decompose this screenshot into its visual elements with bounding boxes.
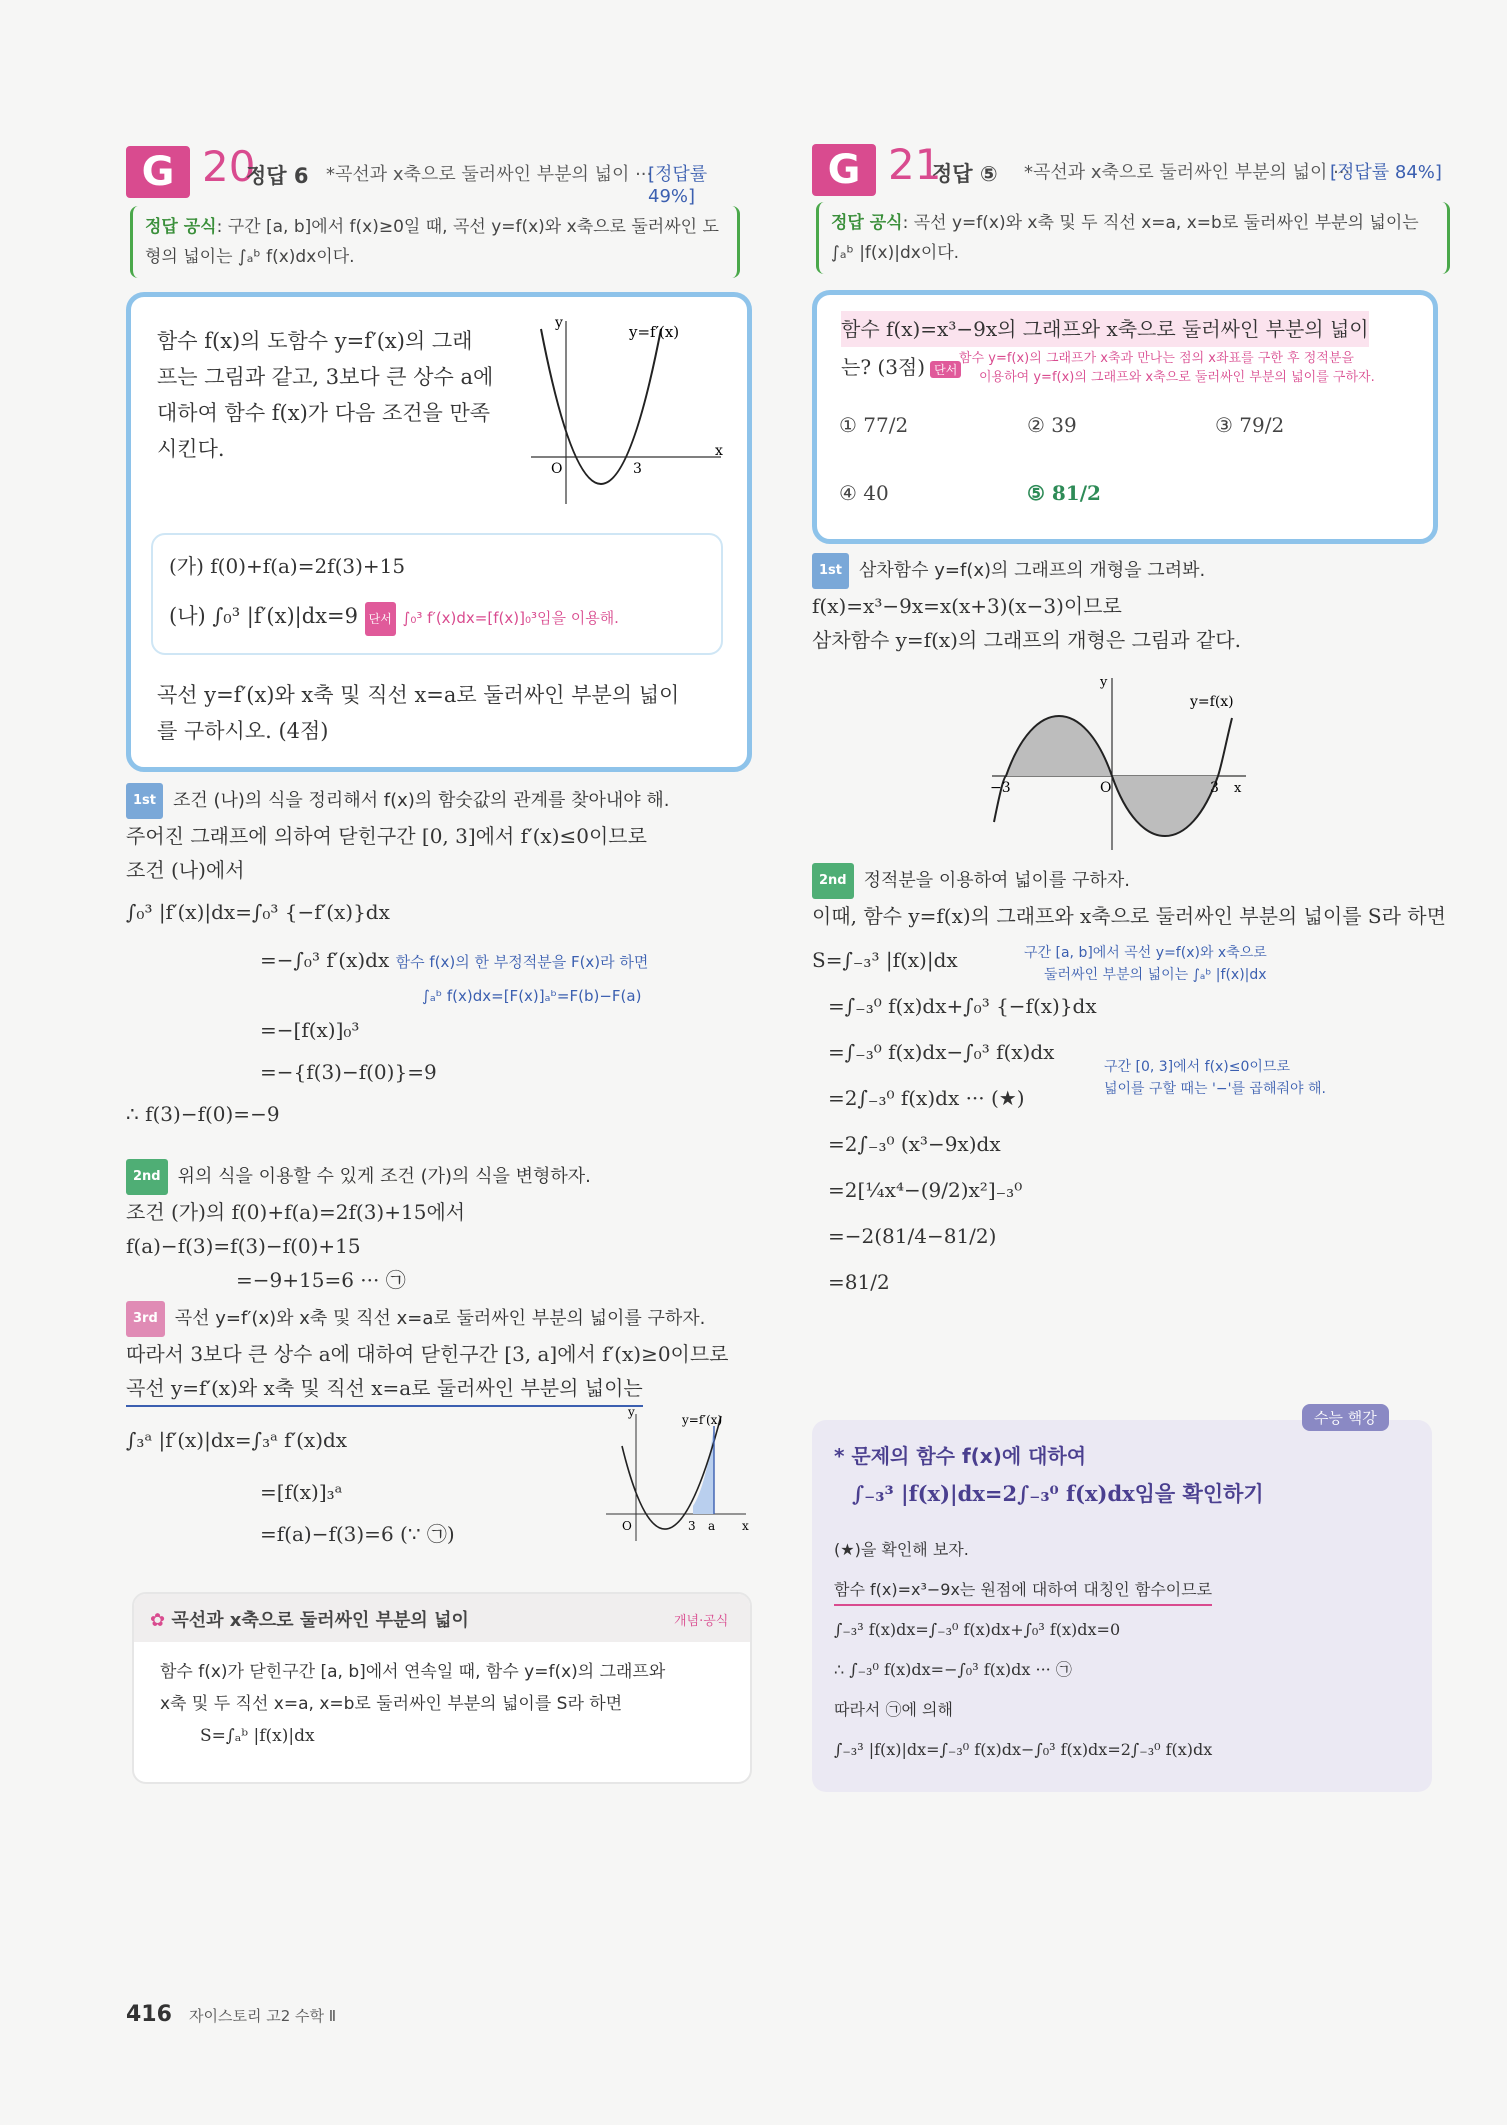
step-heading [126, 1300, 756, 1337]
concept-title-text: 곡선과 x축으로 둘러싸인 부분의 넓이 [171, 1610, 469, 1631]
side-note-1 [1024, 942, 1267, 986]
x-axis-label: x [742, 1519, 749, 1533]
formula-line1: : 곡선 y=f(x)와 x축 및 두 직선 x=a, x=b로 둘러싸인 부분의 넓이는 [902, 213, 1419, 233]
solution-line: =∫₋₃⁰ f(x)dx+∫₀³ {−f(x)}dx [828, 993, 1097, 1018]
solution-line: ∫₀³ |f′(x)|dx=∫₀³ {−f′(x)}dx [126, 899, 390, 924]
solution-line: ∫₃ᵃ |f′(x)|dx=∫₃ᵃ f′(x)dx [126, 1427, 348, 1452]
problem-question [157, 677, 727, 749]
condition-na [169, 599, 619, 636]
solution-right-step1 [812, 552, 1452, 657]
clue-tag: 단서 [365, 602, 396, 636]
solution-line: =2∫₋₃⁰ (x³−9x)dx [828, 1131, 1001, 1156]
concept-title [150, 1606, 469, 1632]
clue-tag: 단서 [930, 361, 961, 378]
step-badge: 2nd [126, 1159, 168, 1195]
y-axis-label: y [1100, 675, 1108, 690]
section-badge: G [126, 146, 190, 198]
x-axis-label: x [715, 443, 723, 459]
tip-title2: ∫₋₃³ |f(x)|dx=2∫₋₃⁰ f(x)dx임을 확인하기 [852, 1481, 1264, 1506]
shaded-area [693, 1426, 714, 1514]
step-badge: 1st [812, 553, 849, 589]
step-title: 곡선 y=f′(x)와 x축 및 직선 x=a로 둘러싸인 부분의 넓이를 구하자. [174, 1308, 706, 1329]
formula-box [816, 202, 1450, 274]
origin-label: O [1100, 780, 1112, 796]
problem-line: 대하여 함수 f(x)가 다음 조건을 만족 [157, 401, 491, 425]
hint-line1: 함수 y=f(x)의 그래프가 x축과 만나는 점의 x좌표를 구한 후 정적분을 [959, 351, 1354, 366]
concept-box [132, 1592, 752, 1784]
note-line: 구간 [0, 3]에서 f(x)≤0이므로 [1104, 1059, 1290, 1075]
y-axis-label: y [555, 315, 563, 331]
note-line: 구간 [a, b]에서 곡선 y=f(x)와 x축으로 [1024, 945, 1267, 961]
solution-line: 조건 (나)에서 [126, 857, 245, 882]
tick-neg3-label: −3 [990, 780, 1011, 796]
graph-function-label: y=f′(x) [629, 323, 680, 341]
correct-rate: [정답률 49%] [648, 164, 708, 207]
choice-4[interactable]: ④ 40 [839, 481, 889, 505]
solution-line: 따라서 3보다 큰 상수 a에 대하여 닫힌구간 [3, a]에서 f′(x)≥0이므로 [126, 1341, 729, 1366]
solution-line: S=∫₋₃³ |f(x)|dx [812, 947, 958, 972]
solution-line: ∴ f(3)−f(0)=−9 [126, 1101, 280, 1126]
problem-number: 21 [888, 140, 942, 189]
choice-2[interactable]: ② 39 [1027, 413, 1077, 437]
solution-line: =f(a)−f(3)=6 (∵ ㉠) [260, 1521, 455, 1546]
page-footer [126, 2002, 336, 2027]
concept-line: x축 및 두 직선 x=a, x=b로 둘러싸인 부분의 넓이를 S라 하면 [160, 1694, 623, 1714]
answer-label: 정답 ⑤ [932, 162, 998, 186]
x-axis-label: x [1234, 781, 1242, 796]
solution-line: =[f(x)]₃ᵃ [260, 1479, 343, 1504]
step-heading [126, 782, 756, 819]
step-heading [126, 1158, 756, 1195]
graph-function-label: y=f′(x) [682, 1413, 723, 1427]
tip-tag: 수능 핵강 [1302, 1404, 1389, 1431]
condition-box [151, 533, 723, 655]
concept-body [160, 1656, 665, 1752]
solution-line: 조건 (가)의 f(0)+f(a)=2f(3)+15에서 [126, 1199, 466, 1224]
solution-line: =−[f(x)]₀³ [260, 1017, 360, 1042]
step-badge: 2nd [812, 863, 854, 899]
tip-line: 따라서 ㉠에 의해 [834, 1700, 953, 1719]
tip-title1: * 문제의 함수 f(x)에 대하여 [834, 1444, 1087, 1468]
tip-body [834, 1530, 1212, 1770]
formula-box [130, 206, 740, 278]
solution-expr: =−∫₀³ f′(x)dx [260, 947, 390, 972]
clue-hint: ∫₀³ f′(x)dx=[f(x)]₀³임을 이용해. [402, 609, 619, 627]
solution-line: =−2(81/4−81/2) [828, 1223, 997, 1248]
step-title: 삼차함수 y=f(x)의 그래프의 개형을 그려봐. [859, 560, 1206, 581]
solution-left-step1 [126, 782, 756, 1131]
problem-line2-row [841, 351, 1421, 385]
correct-rate: [정답률 84%] [1330, 162, 1442, 183]
step-title: 정적분을 이용하여 넓이를 구하자. [863, 870, 1130, 891]
tip-line: 함수 f(x)=x³−9x는 원점에 대하여 대칭인 함수이므로 [834, 1576, 1212, 1606]
side-note: ∫ₐᵇ f(x)dx=[F(x)]ₐᵇ=F(b)−F(a) [422, 986, 642, 1005]
solution-line: 곡선 y=f′(x)와 x축 및 직선 x=a로 둘러싸인 부분의 넓이는 [126, 1371, 643, 1407]
side-note-2 [1104, 1056, 1326, 1100]
concept-line: S=∫ₐᵇ |f(x)|dx [200, 1726, 315, 1746]
cubic-graph [984, 672, 1254, 852]
solution-line: f(x)=x³−9x=x(x+3)(x−3)이므로 [812, 593, 1122, 618]
tick-a-label: a [708, 1519, 716, 1533]
solution-line [126, 943, 756, 979]
concept-line: 함수 f(x)가 닫힌구간 [a, b]에서 연속일 때, 함수 y=f(x)의 그래프와 [160, 1662, 666, 1682]
step-heading [812, 552, 1452, 589]
condition-ga: (가) f(0)+f(a)=2f(3)+15 [169, 554, 406, 578]
formula-label: 정답 공식 [145, 217, 217, 237]
tick-3-label: 3 [1210, 780, 1219, 796]
formula-line2: ∫ₐᵇ |f(x)|dx이다. [831, 243, 960, 263]
origin-label: O [622, 1519, 632, 1533]
derivative-graph-small [596, 1406, 756, 1546]
shaded-area-left [1006, 716, 1112, 776]
concept-tag: 개념·공식 [674, 1614, 729, 1629]
condition-na-text: (나) ∫₀³ |f′(x)|dx=9 [169, 604, 358, 628]
solution-line: f(a)−f(3)=f(3)−f(0)+15 [126, 1233, 361, 1258]
step-title: 위의 식을 이용할 수 있게 조건 (가)의 식을 변형하자. [177, 1166, 591, 1187]
solution-line: =2∫₋₃⁰ f(x)dx ··· (★) [828, 1085, 1025, 1110]
step-badge: 3rd [126, 1301, 165, 1337]
choice-5-correct[interactable]: ⑤ 81/2 [1027, 481, 1101, 505]
problem-text [157, 323, 497, 467]
step-badge: 1st [126, 783, 163, 819]
choice-1[interactable]: ① 77/2 [839, 413, 909, 437]
tip-line: (★)을 확인해 보자. [834, 1540, 969, 1559]
tip-line: ∴ ∫₋₃⁰ f(x)dx=−∫₀³ f(x)dx ··· ㉠ [834, 1660, 1072, 1679]
tip-box [812, 1409, 1432, 1792]
problem-line2: 는? (3점) [841, 355, 926, 379]
question-line1: 곡선 y=f′(x)와 x축 및 직선 x=a로 둘러싸인 부분의 넓이 [157, 683, 680, 707]
step-title: 조건 (나)의 식을 정리해서 f(x)의 함숫값의 관계를 찾아내야 해. [173, 790, 670, 811]
problem-text [841, 311, 1421, 347]
page-number: 416 [126, 2002, 172, 2027]
problem-header-g20 [126, 138, 756, 207]
problem-box [812, 290, 1438, 544]
origin-label: O [551, 461, 563, 477]
formula-line1: : 구간 [a, b]에서 f(x)≥0일 때, 곡선 y=f(x)와 x축으로 둘러싸인 도 [216, 217, 719, 237]
problem-line: 시킨다. [157, 437, 225, 461]
solution-line: =81/2 [828, 1269, 890, 1294]
concept-header [134, 1594, 750, 1642]
graph-function-label: y=f(x) [1190, 694, 1234, 710]
solution-line: 삼차함수 y=f(x)의 그래프의 개형은 그림과 같다. [812, 627, 1241, 652]
derivative-graph [521, 309, 731, 509]
flower-icon: ✿ [150, 1610, 172, 1631]
tick-3-label: 3 [688, 1519, 696, 1533]
problem-line1: 함수 f(x)=x³−9x의 그래프와 x축으로 둘러싸인 부분의 넓이 [841, 311, 1369, 347]
tip-line: ∫₋₃³ f(x)dx=∫₋₃⁰ f(x)dx+∫₀³ f(x)dx=0 [834, 1620, 1121, 1639]
solution-left-step2 [126, 1158, 756, 1297]
problem-box [126, 292, 752, 772]
note-line: 넓이를 구할 때는 '−'를 곱해줘야 해. [1104, 1081, 1326, 1097]
section-badge: G [812, 144, 876, 196]
tick-3-label: 3 [633, 461, 642, 477]
answer-label: 정답 6 [246, 164, 309, 188]
note-line: 둘러싸인 부분의 넓이는 ∫ₐᵇ |f(x)|dx [1044, 967, 1267, 983]
formula-line2: 형의 넓이는 ∫ₐᵇ f(x)dx이다. [145, 247, 355, 267]
solution-line: =∫₋₃⁰ f(x)dx−∫₀³ f(x)dx [828, 1039, 1055, 1064]
book-title: 자이스토리 고2 수학 Ⅱ [189, 2007, 337, 2025]
hint-line2: 이용하여 y=f(x)의 그래프와 x축으로 둘러싸인 부분의 넓이를 구하자. [979, 370, 1375, 385]
solution-line: =−9+15=6 ··· ㉠ [236, 1267, 406, 1292]
problem-number: 20 [202, 142, 256, 191]
step-heading [812, 862, 1452, 899]
problem-line: 함수 f(x)의 도함수 y=f′(x)의 그래 [157, 329, 473, 353]
solution-line: =2[¼x⁴−(9/2)x²]₋₃⁰ [828, 1177, 1023, 1202]
solution-line: 주어진 그래프에 의하여 닫힌구간 [0, 3]에서 f′(x)≤0이므로 [126, 823, 647, 848]
problem-header-g21 [812, 136, 1452, 196]
tip-line: ∫₋₃³ |f(x)|dx=∫₋₃⁰ f(x)dx−∫₀³ f(x)dx=2∫₋₃⁰ f(x)dx [834, 1740, 1213, 1759]
shaded-area-right [1112, 776, 1218, 836]
choice-3[interactable]: ③ 79/2 [1215, 413, 1285, 437]
formula-label: 정답 공식 [831, 213, 903, 233]
problem-line: 프는 그림과 같고, 3보다 큰 상수 a에 [157, 365, 494, 389]
y-axis-label: y [628, 1406, 635, 1419]
question-line2: 를 구하시오. (4점) [157, 719, 329, 743]
clue-hint [959, 349, 1375, 387]
topic-label: *곡선과 x축으로 둘러싸인 부분의 넓이 ··· [1024, 162, 1351, 183]
solution-line: 이때, 함수 y=f(x)의 그래프와 x축으로 둘러싸인 부분의 넓이를 S라 하면 [812, 903, 1446, 928]
solution-line: =−{f(3)−f(0)}=9 [260, 1059, 437, 1084]
topic-label: *곡선과 x축으로 둘러싸인 부분의 넓이 ··· [326, 164, 653, 185]
side-note: 함수 f(x)의 한 부정적분을 F(x)라 하면 [395, 952, 649, 971]
